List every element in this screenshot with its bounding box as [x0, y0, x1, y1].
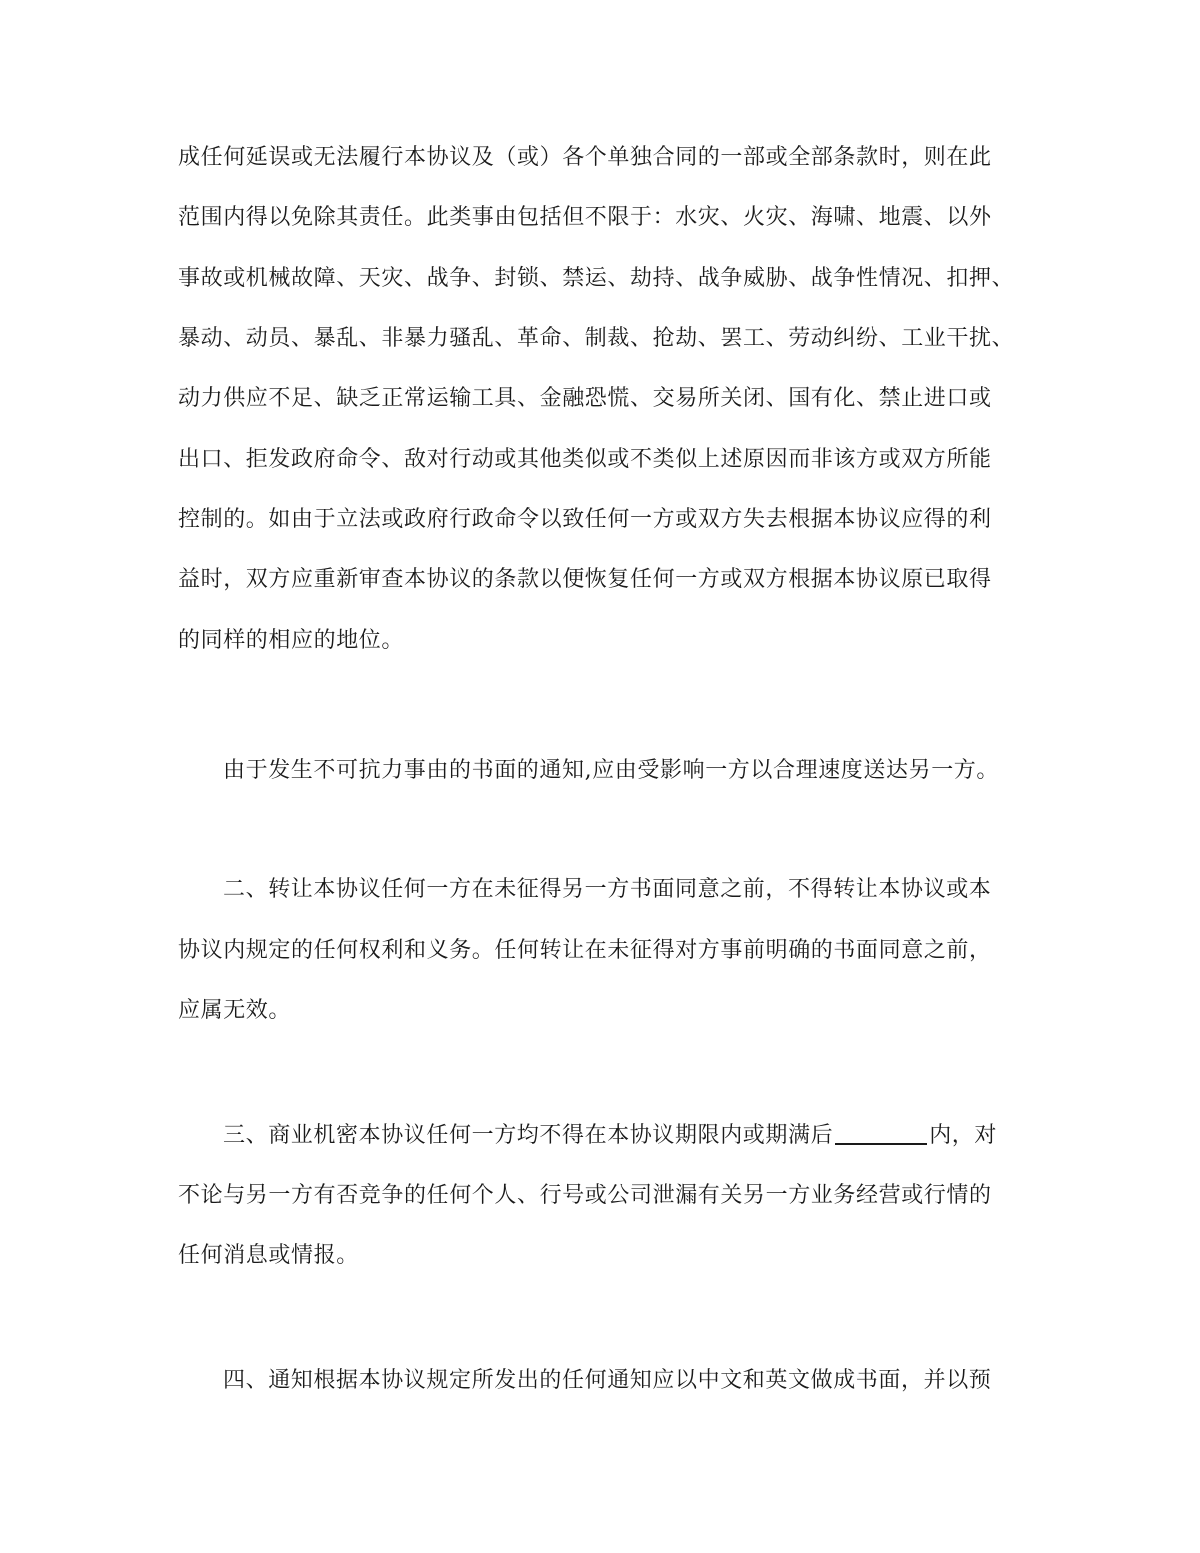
paragraph-1-line-4: 暴动、动员、暴乱、非暴力骚乱、革命、制裁、抢劫、罢工、劳动纠纷、工业干扰、 [178, 326, 1015, 351]
paragraph-1-line-1: 成任何延误或无法履行本协议及（或）各个单独合同的一部或全部条款时，则在此 [178, 145, 992, 170]
paragraph-1-line-6: 出口、拒发政府命令、敌对行动或其他类似或不类似上述原因而非该方或双方所能 [178, 447, 992, 472]
paragraph-1-line-7: 控制的。如由于立法或政府行政命令以致任何一方或双方失去根据本协议应得的利 [178, 507, 992, 532]
paragraph-1-line-9: 的同样的相应的地位。 [178, 628, 405, 653]
paragraph-3-line-3: 应属无效。 [178, 998, 292, 1023]
paragraph-2-line-1: 由于发生不可抗力事由的书面的通知,应由受影响一方以合理速度送达另一方。 [223, 758, 999, 783]
paragraph-4-line-2: 不论与另一方有否竞争的任何个人、行号或公司泄漏有关另一方业务经营或行情的 [178, 1183, 992, 1208]
paragraph-4-line-3: 任何消息或情报。 [178, 1243, 359, 1268]
paragraph-1-line-3: 事故或机械故障、天灾、战争、封锁、禁运、劫持、战争威胁、战争性情况、扣押、 [178, 266, 1015, 291]
paragraph-5-line-1: 四、通知根据本协议规定所发出的任何通知应以中文和英文做成书面，并以预 [223, 1368, 992, 1393]
fill-in-blank [835, 1141, 927, 1145]
paragraph-3-line-2: 协议内规定的任何权利和义务。任何转让在未征得对方事前明确的书面同意之前， [178, 938, 992, 963]
paragraph-1-line-2: 范围内得以免除其责任。此类事由包括但不限于：水灾、火灾、海啸、地震、以外 [178, 205, 992, 230]
paragraph-4-line-1-after: 内，对 [929, 1123, 998, 1148]
paragraph-3-line-1: 二、转让本协议任何一方在未征得另一方书面同意之前，不得转让本协议或本 [223, 877, 992, 902]
paragraph-4-line-1 [223, 1121, 1028, 1151]
paragraph-1-line-8: 益时，双方应重新审查本协议的条款以便恢复任何一方或双方根据本协议原已取得 [178, 567, 992, 592]
paragraph-1-line-5: 动力供应不足、缺乏正常运输工具、金融恐慌、交易所关闭、国有化、禁止进口或 [178, 386, 992, 411]
paragraph-4-line-1-before: 三、商业机密本协议任何一方均不得在本协议期限内或期满后 [223, 1123, 834, 1148]
